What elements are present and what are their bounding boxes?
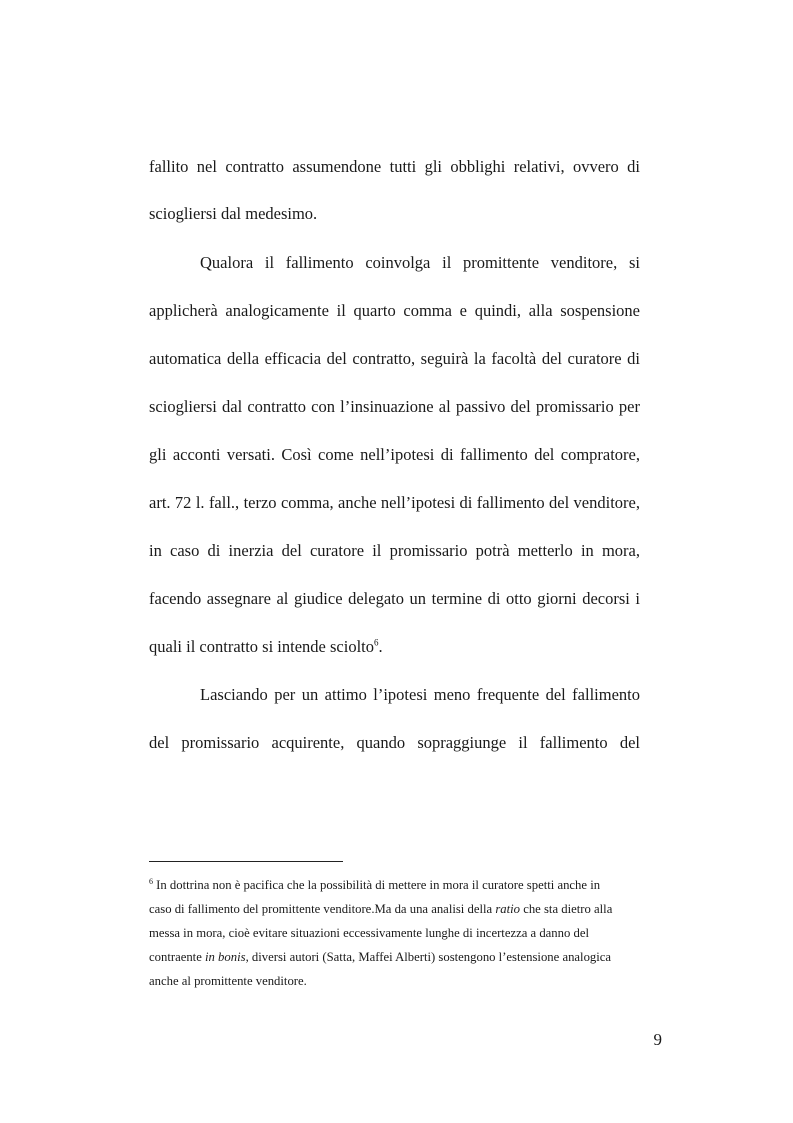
body-line: Lasciando per un attimo l’ipotesi meno frequente del fallimento — [200, 685, 640, 704]
page-number: 9 — [653, 1030, 662, 1049]
body-line: gli acconti versati. Così come nell’ipotesi di fallimento del compratore, — [149, 445, 640, 464]
body-line: sciogliersi dal contratto con l’insinuazione al passivo del promissario per — [149, 397, 640, 416]
footnote-line: contraente in bonis, diversi autori (Satta, Maffei Alberti) sostengono l’estensione analogica — [149, 950, 612, 964]
body-line: fallito nel contratto assumendone tutti gli obblighi relativi, ovvero di — [149, 157, 640, 176]
italic-term: ratio — [495, 902, 521, 916]
period: . — [378, 637, 383, 656]
body-line: applicherà analogicamente il quarto comma e quindi, alla sospensione — [149, 301, 640, 320]
body-line: in caso di inerzia del curatore il promissario potrà metterlo in mora, — [149, 541, 640, 560]
body-line: automatica della efficacia del contratto, seguirà la facoltà del curatore di — [149, 349, 640, 368]
body-line: facendo assegnare al giudice delegato un termine di otto giorni decorsi i — [149, 589, 640, 608]
footnote-line: caso di fallimento del promittente venditore.Ma da una analisi della ratio che sta dietro alla — [149, 902, 613, 916]
footnote-line: anche al promittente venditore. — [149, 974, 307, 988]
body-line: Qualora il fallimento coinvolga il promittente venditore, si — [200, 253, 640, 272]
italic-term: in bonis — [205, 950, 246, 964]
body-line-text: quali il contratto si intende sciolto — [149, 637, 374, 656]
footnote-line: messa in mora, cioè evitare situazioni eccessivamente lunghe di incertezza a danno del — [149, 926, 589, 940]
body-line: del promissario acquirente, quando sopraggiunge il fallimento del — [149, 733, 640, 752]
body-line-with-footnote-ref — [149, 637, 640, 657]
footnote-marker: 6 — [149, 876, 153, 886]
body-line: sciogliersi dal medesimo. — [149, 204, 318, 223]
footnote-reference[interactable]: 6 — [374, 637, 379, 648]
footnote-line: $^6$ In dottrina non è pacifica che la possibilità di mettere in mora il curatore spetti anche in — [149, 876, 601, 892]
footnote-separator — [149, 861, 343, 862]
body-line: art. 72 l. fall., terzo comma, anche nell’ipotesi di fallimento del venditore, — [149, 493, 640, 512]
